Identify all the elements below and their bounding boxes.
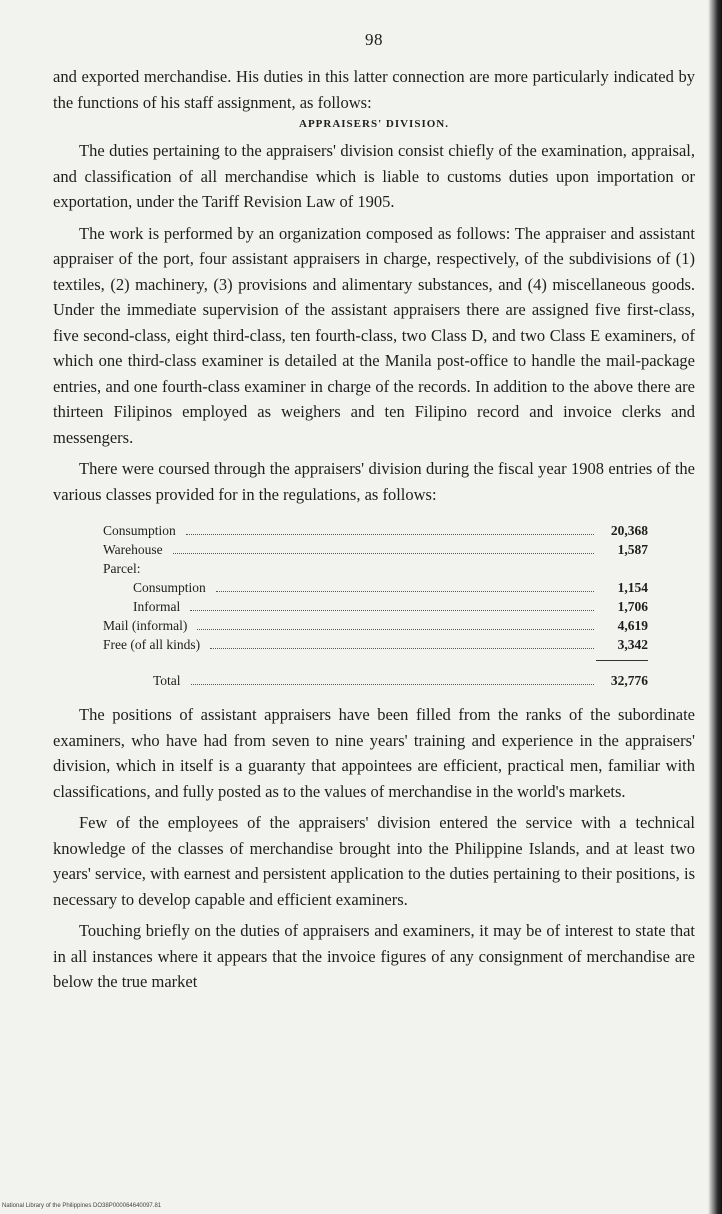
table-row xyxy=(103,597,648,616)
paragraph-duties: The duties pertaining to the appraisers' division consist chiefly of the examination, appraisal, and classification of all merchandise which is liable to customs duties upon importation or exportation, under the Tariff Revision Law of 1905. xyxy=(53,141,695,211)
page-edge-shadow xyxy=(708,0,722,1214)
page-number: 98 xyxy=(365,30,383,49)
row-value: 3,342 xyxy=(617,637,648,652)
paragraph-continued: and exported merchandise. His duties in this latter connection are more particularly indicated by the functions of his staff assignment, as follows: xyxy=(53,67,695,112)
row-label: Informal xyxy=(133,599,181,614)
row-value: 20,368 xyxy=(610,523,648,538)
row-label: Mail (informal) xyxy=(103,618,188,633)
total-value: 32,776 xyxy=(610,673,648,688)
paragraph-positions: The positions of assistant appraisers have been filled from the ranks of the subordinate examiners, who have had from seven to nine years' training and experience in the appraisers' division, which in itself is a guaranty that appointees are efficient, practical men, familiar with classifications, and fully posted as to the values of merchandise in the world's markets. xyxy=(53,705,695,801)
table-row xyxy=(103,521,648,540)
paragraph-organization: The work is performed by an organization composed as follows: The appraiser and assistant appraiser of the port, four assistant appraisers in charge, respectively, of the subdivisions of (1) textiles, (2) machinery, (3) provisions and alimentary substances, and (4) miscellaneous goods. Under the immediate supervision of the assistant appraisers there are assigned five first-class, five second-class, eight third-class, ten fourth-class, two Class D, and two Class E examiners, of which one third-class examiner is detailed at the Manila post-office to handle the mail-package entries, and one fourth-class examiner in charge of the records. In addition to the above there are thirteen Filipinos employed as weighers and ten Filipino record and invoice clerks and messengers. xyxy=(53,223,695,447)
document-page xyxy=(53,30,695,995)
paragraph-touching: Touching briefly on the duties of appraisers and examiners, it may be of interest to state that in all instances where it appears that the invoice figures of any consignment of merchandise are below the true market xyxy=(53,921,695,991)
total-label: Total xyxy=(153,673,181,688)
table-row xyxy=(103,578,648,597)
scan-footer: National Library of the Philippines DO38P000064640097.81 xyxy=(2,1203,162,1209)
row-value: 1,587 xyxy=(617,542,648,557)
row-label: Free (of all kinds) xyxy=(103,637,201,652)
row-label: Parcel: xyxy=(103,561,141,576)
table-row-group-heading xyxy=(103,559,648,578)
entries-table xyxy=(103,521,648,690)
total-rule xyxy=(596,660,648,661)
table-row xyxy=(103,540,648,559)
table-row xyxy=(103,616,648,635)
row-label: Consumption xyxy=(133,580,206,595)
row-value: 4,619 xyxy=(617,618,648,633)
row-label: Consumption xyxy=(103,523,176,538)
paragraph-entries-intro: There were coursed through the appraisers' division during the fiscal year 1908 entries of the various classes provided for in the regulations, as follows: xyxy=(53,459,695,504)
table-row xyxy=(103,635,648,654)
table-row-total xyxy=(103,671,648,690)
row-value: 1,154 xyxy=(617,580,648,595)
row-label: Warehouse xyxy=(103,542,163,557)
paragraph-employees: Few of the employees of the appraisers' division entered the service with a technical knowledge of the classes of merchandise brought into the Philippine Islands, and at least two years' service, with earnest and persistent application to the duties pertaining to their positions, is necessary to develop capable and efficient examiners. xyxy=(53,813,695,909)
row-value: 1,706 xyxy=(617,599,648,614)
section-heading: APPRAISERS' DIVISION. xyxy=(299,118,449,130)
